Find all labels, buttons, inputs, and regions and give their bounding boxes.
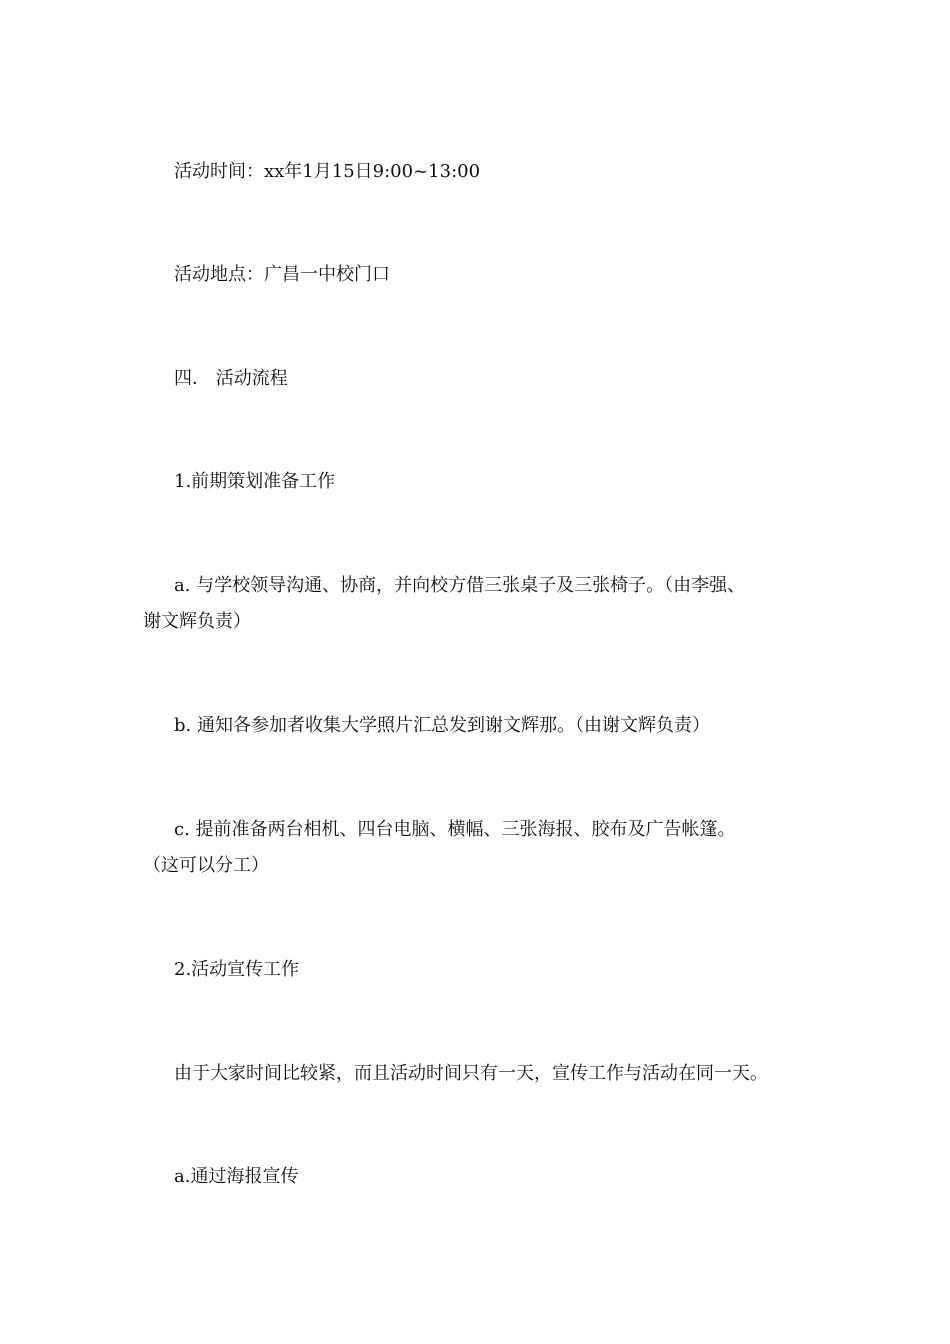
- activity-time: 活动时间：xx年1月15日9:00~13:00: [174, 161, 481, 182]
- publicity-item-a: a.通过海报宣传: [174, 1166, 299, 1187]
- step-1-heading: 1.前期策划准备工作: [174, 471, 336, 492]
- item-a-line-1: a. 与学校领导沟通、协商，并向校方借三张桌子及三张椅子。（由李强、: [174, 575, 746, 596]
- section-heading-process: 四． 活动流程: [174, 368, 288, 389]
- activity-location: 活动地点：广昌一中校门口: [174, 264, 390, 285]
- item-b: b. 通知各参加者收集大学照片汇总发到谢文辉那。（由谢文辉负责）: [174, 715, 710, 736]
- step-2-heading: 2.活动宣传工作: [174, 959, 300, 980]
- item-c-line-1: c. 提前准备两台相机、四台电脑、横幅、三张海报、胶布及广告帐篷。: [174, 819, 736, 840]
- item-a-line-2: 谢文辉负责）: [143, 611, 251, 632]
- item-c-line-2: （这可以分工）: [143, 855, 269, 876]
- publicity-paragraph: 由于大家时间比较紧，而且活动时间只有一天，宣传工作与活动在同一天。: [174, 1063, 768, 1084]
